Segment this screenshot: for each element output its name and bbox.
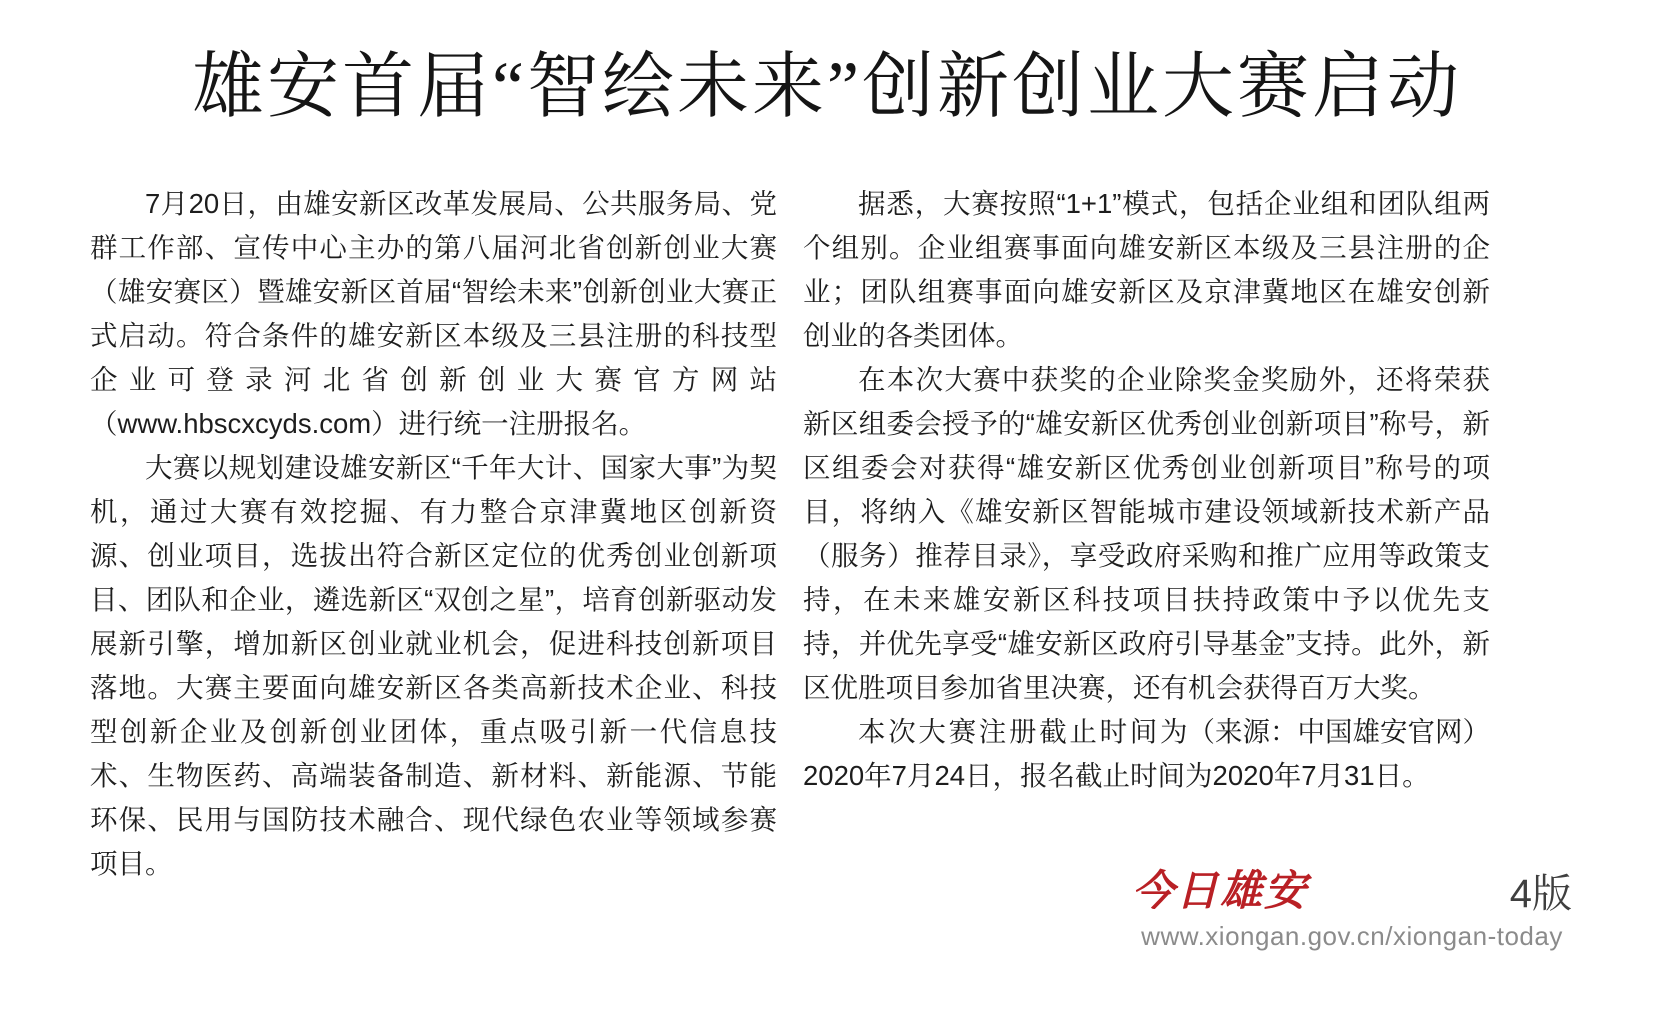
page-title: 雄安首届“智绘未来”创新创业大赛启动 [192, 47, 1462, 127]
article-source: （来源：中国雄安官网） [1187, 716, 1490, 747]
page-number: 4版 [1509, 872, 1572, 916]
masthead-url: www.xiongan.gov.cn/xiongan-today [1141, 921, 1563, 951]
paragraph-intro: 7月20日，由雄安新区改革发展局、公共服务局、党群工作部、宣传中心主办的第八届河北省创新创业大赛（雄安赛区）暨雄安新区首届“智绘未来”创新创业大赛正式启动。符合条件的雄安新区本级及三县注册的科技型企业可登录河北省创新创业大赛官方网站（www.hbscxcyds.com）进行统一注册报名。 [90, 188, 777, 439]
paragraph-deadlines [803, 710, 1490, 798]
footer-masthead-row [1132, 866, 1572, 918]
right-column [803, 182, 1490, 886]
paragraph-deadlines-text: 本次大赛注册截止时间为2020年7月24日，报名截止时间为2020年7月31日。 [803, 716, 1430, 791]
paragraph-competition-goals: 大赛以规划建设雄安新区“千年大计、国家大事”为契机，通过大赛有效挖掘、有力整合京津冀地区创新资源、创业项目，选拔出符合新区定位的优秀创业创新项目、团队和企业，遴选新区“双创之星”，培育创新驱动发展新引擎，增加新区创业就业机会，促进科技创新项目落地。大赛主要面向雄安新区各类高新技术企业、科技型创新企业及创新创业团体，重点吸引新一代信息技术、生物医药、高端装备制造、新材料、新能源、节能环保、民用与国防技术融合、现代绿色农业等领域参赛项目。 [90, 452, 777, 879]
paragraph-groups: 据悉，大赛按照“1+1”模式，包括企业组和团队组两个组别。企业组赛事面向雄安新区本级及三县注册的企业；团队组赛事面向雄安新区及京津冀地区在雄安创新创业的各类团体。 [803, 188, 1490, 351]
masthead-logo: 今日雄安 [1132, 869, 1309, 915]
page-footer [1132, 866, 1572, 952]
article-body [90, 182, 1490, 886]
paragraph-awards: 在本次大赛中获奖的企业除奖金奖励外，还将荣获新区组委会授予的“雄安新区优秀创业创新项目”称号，新区组委会对获得“雄安新区优秀创业创新项目”称号的项目，将纳入《雄安新区智能城市建设领域新技术新产品（服务）推荐目录》，享受政府采购和推广应用等政策支持，在未来雄安新区科技项目扶持政策中予以优先支持，并优先享受“雄安新区政府引导基金”支持。此外，新区优胜项目参加省里决赛，还有机会获得百万大奖。 [803, 364, 1490, 703]
left-column [90, 182, 777, 886]
